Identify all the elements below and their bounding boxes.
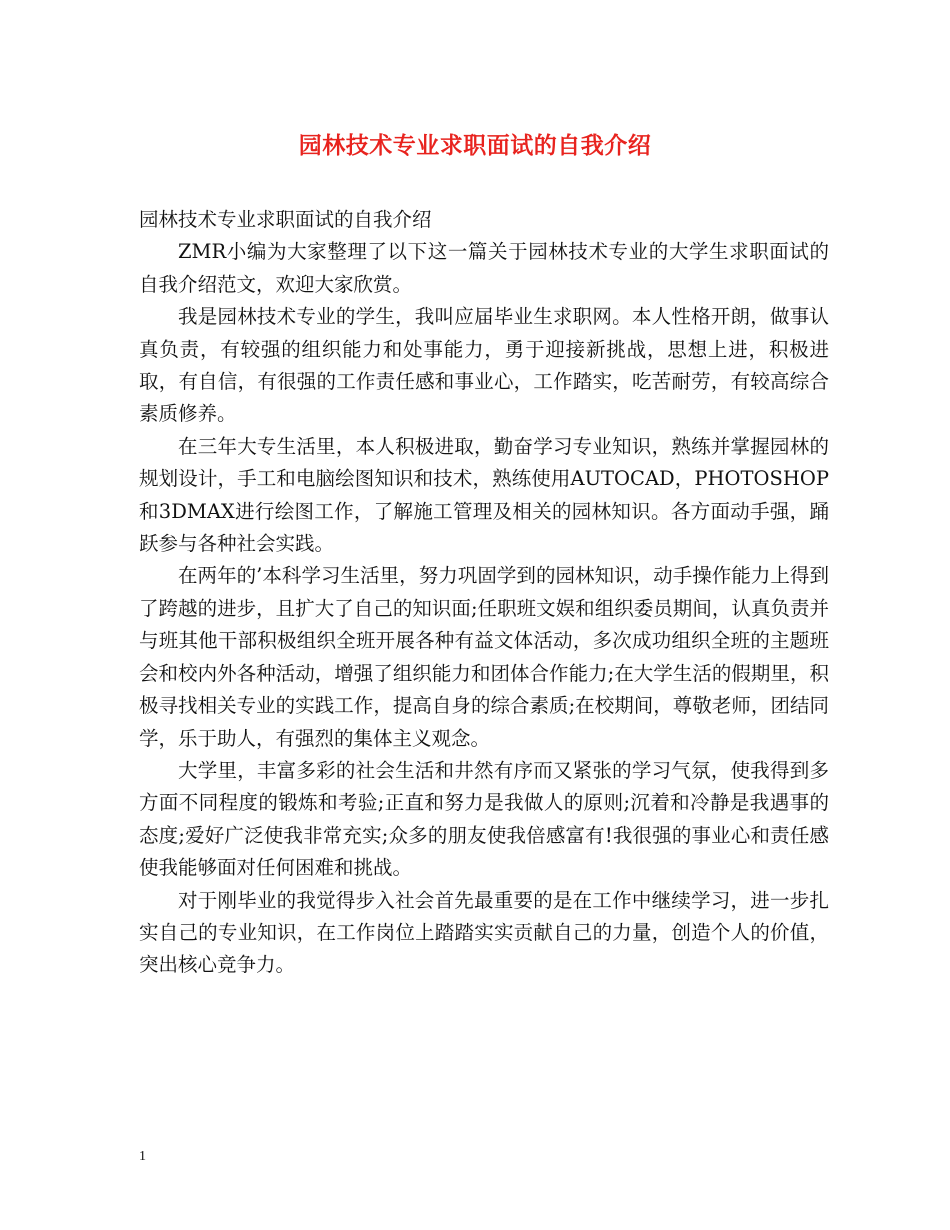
document-body: [139, 204, 829, 982]
document-title: 园林技术专业求职面试的自我介绍: [298, 132, 652, 159]
paragraph-undergraduate-life: 在两年的’本科学习生活里，努力巩固学到的园林知识，动手操作能力上得到了跨越的进步，且扩大了自己的知识面;任职班文娱和组织委员期间，认真负责并与班其他干部积极组织全班开展各种有益文体活动，多次成功组织全班的主题班会和校内外各种活动，增强了组织能力和团体合作能力;在大学生活的假期里，积极寻找相关专业的实践工作，提高自身的综合素质;在校期间，尊敬老师，团结同学，乐于助人，有强烈的集体主义观念。: [139, 564, 829, 750]
section-heading: 园林技术专业求职面试的自我介绍: [139, 208, 432, 231]
page-number: 1: [139, 1149, 146, 1164]
paragraph-college-study: 在三年大专生活里，本人积极进取，勤奋学习专业知识，熟练并掌握园林的规划设计，手工和电脑绘图知识和技术，熟练使用AUTOCAD，PHOTOSHOP和3DMAX进行绘图工作，了解施工管理及相关的园林知识。各方面动手强，踊跃参与各种社会实践。: [139, 434, 829, 556]
paragraph-intro: ZMR小编为大家整理了以下这一篇关于园林技术专业的大学生求职面试的自我介绍范文，欢迎大家欣赏。: [139, 240, 829, 296]
paragraph-university-experience: 大学里，丰富多彩的社会生活和井然有序而又紧张的学习气氛，使我得到多方面不同程度的锻炼和考验;正直和努力是我做人的原则;沉着和冷静是我遇事的态度;爱好广泛使我非常充实;众多的朋友使我倍感富有!我很强的事业心和责任感使我能够面对任何困难和挑战。: [139, 758, 829, 880]
paragraph-career-goal: 对于刚毕业的我觉得步入社会首先最重要的是在工作中继续学习，进一步扎实自己的专业知识，在工作岗位上踏踏实实贡献自己的力量，创造个人的价值，突出核心竞争力。: [139, 888, 829, 977]
paragraph-personality: 我是园林技术专业的学生，我叫应届毕业生求职网。本人性格开朗，做事认真负责，有较强的组织能力和处事能力，勇于迎接新挑战，思想上进，积极进取，有自信，有很强的工作责任感和事业心，工作踏实，吃苦耐劳，有较高综合素质修养。: [139, 305, 829, 426]
